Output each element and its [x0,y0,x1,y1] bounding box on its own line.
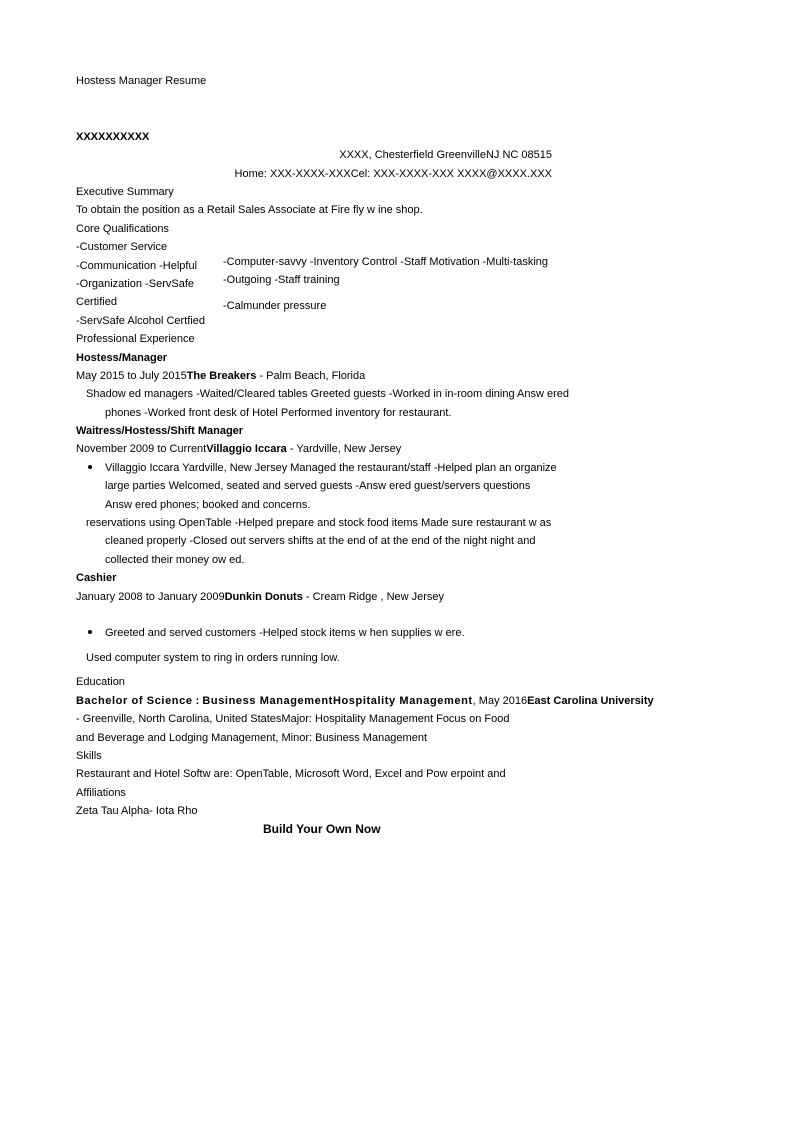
skills-text: Restaurant and Hotel Softw are: OpenTable, Microsoft Word, Excel and Pow erpoint and [76,768,506,780]
executive-summary-text: To obtain the position as a Retail Sales Associate at Fire fly w ine shop. [76,204,423,216]
job-description: Villaggio Iccara Yardville, New Jersey Managed the restaurant/staff -Helped plan an organize [105,462,557,474]
job-title: Cashier [76,572,117,584]
job-description: large parties Welcomed, seated and served guests -Answ ered guest/servers questions [105,480,531,492]
qualification-item: -Calmunder pressure [223,300,327,312]
job-employer: The Breakers [186,370,257,382]
qualification-item: -Computer-savvy -Inventory Control -Staff Motivation -Multi-tasking [223,256,549,268]
qualification-item: -Communication -Helpful [76,260,198,272]
education-line: Bachelor of Science : Business ManagementHospitality Management, May 2016East Carolina University [76,695,654,707]
qualification-item: -ServSafe Alcohol Certfied [76,315,206,327]
qualification-item: -Organization -ServSafe [76,278,194,290]
address-line: XXXX, Chesterfield GreenvilleNJ NC 08515 [339,149,552,161]
core-qualifications-heading: Core Qualifications [76,223,169,235]
job-description: cleaned properly -Closed out servers shifts at the end of at the end of the night night and [105,535,536,547]
job-description: phones -Worked front desk of Hotel Performed inventory for restaurant. [105,407,452,419]
skills-heading: Skills [76,750,102,762]
education-date: , May 2016 [472,695,528,707]
qualification-item: -Customer Service [76,241,168,253]
job-description: reservations using OpenTable -Helped prepare and stock food items Made sure restaurant w as [86,517,552,529]
contact-line: Home: XXX-XXXX-XXXCel: XXX-XXXX-XXX XXXX@XXXX.XXX [234,168,552,180]
education-degree: Bachelor of Science [76,695,193,707]
education-field: Business ManagementHospitality Management [202,695,473,707]
job-description: Answ ered phones; booked and concerns. [105,499,311,511]
job-meta [76,442,401,456]
affiliations-heading: Affiliations [76,787,126,799]
build-your-own-link[interactable]: Build Your Own Now [263,822,381,836]
job-employer: Dunkin Donuts [224,591,303,603]
bullet-icon [88,630,92,634]
executive-summary-heading: Executive Summary [76,186,174,198]
qualification-item: -Outgoing -Staff training [223,274,340,286]
job-dates: November 2009 to Current [76,443,207,455]
job-description: collected their money ow ed. [105,554,245,566]
bullet-icon [88,465,92,469]
affiliations-text: Zeta Tau Alpha- Iota Rho [76,805,198,817]
job-location: - Cream Ridge , New Jersey [302,591,445,603]
job-meta [76,369,365,383]
qualification-item: Certified [76,296,117,308]
job-dates: January 2008 to January 2009 [76,591,225,603]
job-dates: May 2015 to July 2015 [76,370,187,382]
job-description: Greeted and served customers -Helped stock items w hen supplies w ere. [105,627,465,639]
job-meta [76,590,444,604]
job-title: Hostess/Manager [76,352,168,364]
job-location: - Yardville, New Jersey [286,443,402,455]
education-school: East Carolina University [527,695,654,707]
job-description: Used computer system to ring in orders running low. [86,652,340,664]
education-line: - Greenville, North Carolina, United StatesMajor: Hospitality Management Focus on Food [76,713,510,725]
job-location: - Palm Beach, Florida [256,370,366,382]
document-title: Hostess Manager Resume [76,75,207,87]
candidate-name: XXXXXXXXXX [76,131,150,143]
education-line: and Beverage and Lodging Management, Minor: Business Management [76,732,428,744]
professional-experience-heading: Professional Experience [76,333,195,345]
job-description: Shadow ed managers -Waited/Cleared tables Greeted guests -Worked in in-room dining Answ ered [86,388,570,400]
job-title: Waitress/Hostess/Shift Manager [76,425,244,437]
education-heading: Education [76,676,125,688]
job-employer: Villaggio Iccara [206,443,287,455]
